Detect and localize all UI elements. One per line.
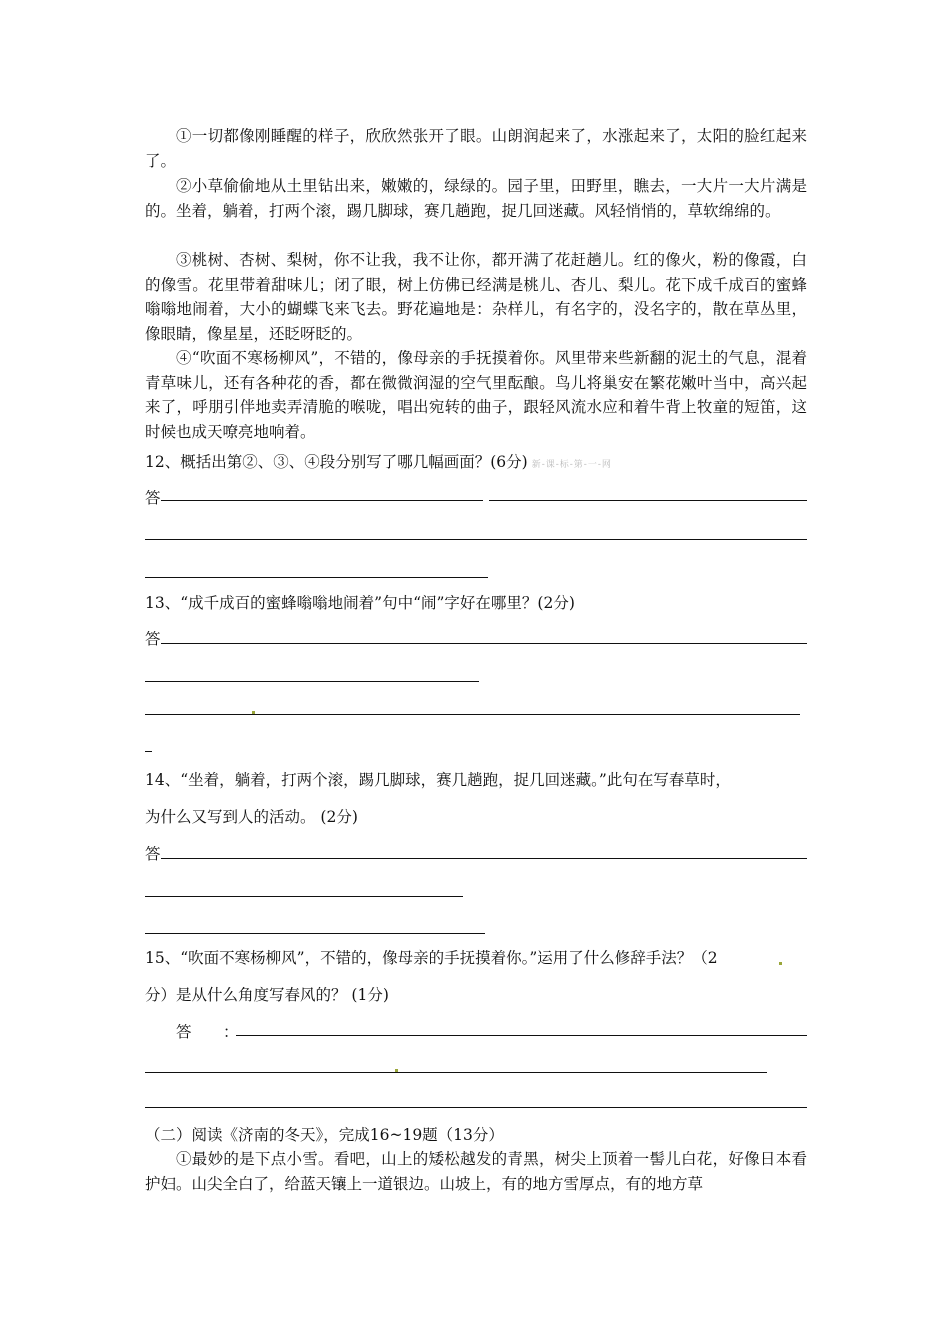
answer-line-13d[interactable] [145,751,152,752]
section-2-heading: （二）阅读《济南的冬天》，完成16~19题（13分） [145,1126,504,1144]
answer-line-15b[interactable] [145,1072,767,1073]
paragraph-2: ②小草偷偷地从土里钻出来，嫩嫩的，绿绿的。园子里，田野里，瞧去，一大片一大片满是的。坐着，躺着，打两个滚，踢几脚球，赛几趟跑，捉几回迷藏。风轻悄悄的，草软绵绵的。 [145,177,807,220]
stray-dot-mark [779,962,782,965]
answer-line-12b[interactable] [489,500,807,501]
question-13: 13、“成千成百的蜜蜂嗡嗡地闹着”句中“闹”字好在哪里？(2分) [145,594,575,612]
paragraph-4: ④“吹面不寒杨柳风”，不错的，像母亲的手抚摸着你。风里带来些新翻的泥土的气息，混着青草味儿，还有各种花的香，都在微微润湿的空气里酝酿。鸟儿将巢安在繁花嫩叶当中，高兴起来了，呼朋引伴地卖弄清脆的喉咙，唱出宛转的曲子，跟轻风流水应和着牛背上牧童的短笛，这时候也成天嘹亮地响着。 [145,349,807,441]
question-14-line-1: 14、“坐着，躺着，打两个滚，踢几脚球，赛几趟跑，捉几回迷藏。”此句在写春草时， [145,771,731,789]
answer-label-14: 答 [145,845,161,863]
answer-line-13c[interactable] [145,714,800,715]
answer-label-12: 答 [145,489,161,507]
answer-line-13a[interactable] [161,643,807,644]
answer-line-12c[interactable] [145,539,807,540]
paragraph-1: ①一切都像刚睡醒的样子，欣欣然张开了眼。山朗润起来了，水涨起来了，太阳的脸红起来了。 [145,127,807,170]
answer-label-13: 答 [145,630,161,648]
section-2-paragraph-1: ①最妙的是下点小雪。看吧，山上的矮松越发的青黑，树尖上顶着一髻儿白花，好像日本看护妇。山尖全白了，给蓝天镶上一道银边。山坡上，有的地方雪厚点，有的地方草 [145,1150,807,1193]
answer-line-12d[interactable] [145,577,488,578]
answer-line-12a[interactable] [161,500,483,501]
paragraph-3: ③桃树、杏树、梨树，你不让我，我不让你，都开满了花赶趟儿。红的像火，粉的像霞，白的像雪。花里带着甜味儿；闭了眼，树上仿佛已经满是桃儿、杏儿、梨儿。花下成千成百的蜜蜂嗡嗡地闹着，大小的蝴蝶飞来飞去。野花遍地是：杂样儿，有名字的，没名字的，散在草丛里，像眼睛，像星星，还眨呀眨的。 [145,251,807,343]
question-15-line-1: 15、“吹面不寒杨柳风”，不错的，像母亲的手抚摸着你。”运用了什么修辞手法？（2 [145,949,718,967]
answer-line-14c[interactable] [145,933,485,934]
watermark-text: 新-课-标-第-一-网 [531,460,612,470]
question-15-line-2: 分）是从什么角度写春风的？ (1分) [145,986,389,1004]
question-12 [145,450,612,477]
answer-line-15c[interactable] [145,1107,807,1108]
question-14-line-2: 为什么又写到人的活动。 (2分) [145,808,358,826]
answer-line-15a[interactable] [236,1035,807,1036]
answer-label-15: 答 ： [176,1023,247,1041]
answer-line-13b[interactable] [145,681,479,682]
stray-dot-mark [395,1069,398,1072]
question-12-text: 12、概括出第②、③、④段分别写了哪几幅画面？(6分) [145,453,528,471]
answer-line-14a[interactable] [161,858,807,859]
stray-dot-mark [252,711,255,714]
answer-line-14b[interactable] [145,896,463,897]
